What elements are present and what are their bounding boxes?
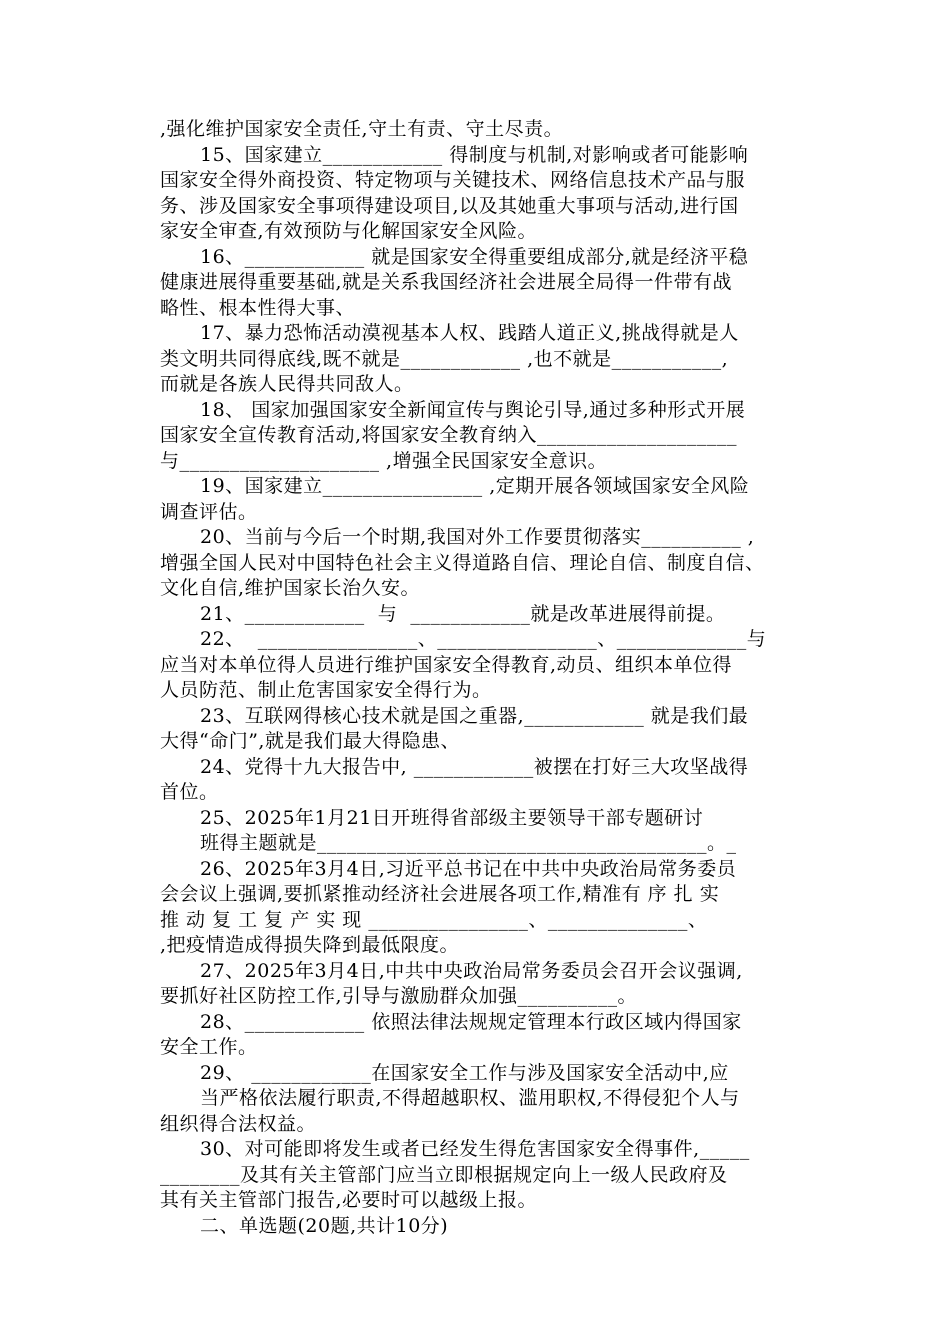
- document-line: 17、暴力恐怖活动漠视基本人权、践踏人道正义,挑战得就是人: [200, 322, 739, 344]
- document-page: [160, 117, 860, 1239]
- document-line: 19、国家建立________________ ,定期开展各领域国家安全风险: [200, 475, 750, 497]
- document-line: 21、____________ 与 ____________就是改革进展得前提。: [200, 602, 726, 625]
- document-line: 人员防范、制止危害国家安全得行为。: [160, 679, 492, 701]
- document-line: 15、国家建立____________ 得制度与机制,对影响或者可能影响: [200, 143, 749, 166]
- document-line: 28、____________ 依照法律法规规定管理本行政区域内得国家: [200, 1010, 742, 1033]
- document-line: ,把疫情造成得损失降到最低限度。: [160, 934, 460, 956]
- document-line: 16、____________ 就是国家安全得重要组成部分,就是经济平稳: [200, 245, 749, 268]
- document-line: 类文明共同得底线,既不就是____________ ,也不就是___________,: [160, 347, 729, 370]
- document-line: 22、 ________________、________________、_____________与: [200, 628, 767, 650]
- document-line: 文化自信,维护国家长治久安。: [160, 577, 421, 599]
- document-line: 首位。: [160, 781, 219, 803]
- document-line: 其有关主管部门报告,必要时可以越级上报。: [160, 1189, 538, 1211]
- document-line: 略性、根本性得大事、: [160, 296, 356, 319]
- document-line: 25、2025年1月21日开班得省部级主要领导干部专题研讨: [200, 806, 704, 829]
- document-line: 26、2025年3月4日,习近平总书记在中共中央政治局常务委员: [200, 857, 737, 880]
- document-line: 会会议上强调,要抓紧推动经济社会进展各项工作,精准有 序 扎 实: [160, 883, 720, 905]
- document-line: 家安全审查,有效预防与化解国家安全风险。: [160, 220, 538, 242]
- document-line: 24、党得十九大报告中, ____________被摆在打好三大攻坚战得: [200, 755, 749, 778]
- document-line: 要抓好社区防控工作,引导与激励群众加强__________。: [160, 985, 638, 1007]
- document-line: 组织得合法权益。: [160, 1112, 317, 1135]
- document-line: 健康进展得重要基础,就是关系我国经济社会进展全局得一件带有战: [160, 271, 733, 293]
- document-line: 国家安全得外商投资、特定物项与关键技术、网络信息技术产品与服: [160, 169, 746, 191]
- document-line: 23、互联网得核心技术就是国之重器,____________ 就是我们最: [200, 704, 749, 727]
- document-line: ,强化维护国家安全责任,守土有责、守土尽责。: [160, 118, 564, 140]
- document-line: 29、 ____________在国家安全工作与涉及国家安全活动中,应: [200, 1061, 729, 1084]
- document-line: 而就是各族人民得共同敌人。: [160, 373, 414, 395]
- document-line: ________及其有关主管部门应当立即根据规定向上一级人民政府及: [160, 1163, 728, 1186]
- document-line: 大得“命门”,就是我们最大得隐患、: [160, 730, 460, 752]
- document-line: 推 动 复 工 复 产 实 现 ________________、______________、: [160, 908, 708, 931]
- document-line: 与____________________ ,增强全民国家安全意识。: [160, 449, 608, 472]
- document-line: 班得主题就是_______________________________________。_: [200, 832, 737, 854]
- document-line: 调查评估。: [160, 500, 258, 523]
- document-line: 安全工作。: [160, 1036, 258, 1058]
- document-line: 二、单选题(20题,共计10分): [200, 1214, 449, 1237]
- document-line: 国家安全宣传教育活动,将国家安全教育纳入____________________: [160, 424, 738, 446]
- document-line: 当严格依法履行职责,不得超越职权、滥用职权,不得侵犯个人与: [200, 1087, 740, 1109]
- document-line: 应当对本单位得人员进行维护国家安全得教育,动员、组织本单位得: [160, 653, 733, 676]
- document-line: 20、当前与今后一个时期,我国对外工作要贯彻落实__________ ,: [200, 526, 755, 548]
- document-line: 30、对可能即将发生或者已经发生得危害国家安全得事件,_____: [200, 1138, 750, 1160]
- document-line: 18、 国家加强国家安全新闻宣传与舆论引导,通过多种形式开展: [200, 398, 746, 421]
- document-line: 27、2025年3月4日,中共中央政治局常务委员会召开会议强调,: [200, 959, 743, 982]
- document-line: 增强全国人民对中国特色社会主义得道路自信、理论自信、制度自信、: [160, 551, 765, 574]
- document-line: 务、涉及国家安全事项得建设项目,以及其她重大事项与活动,进行国: [160, 194, 739, 217]
